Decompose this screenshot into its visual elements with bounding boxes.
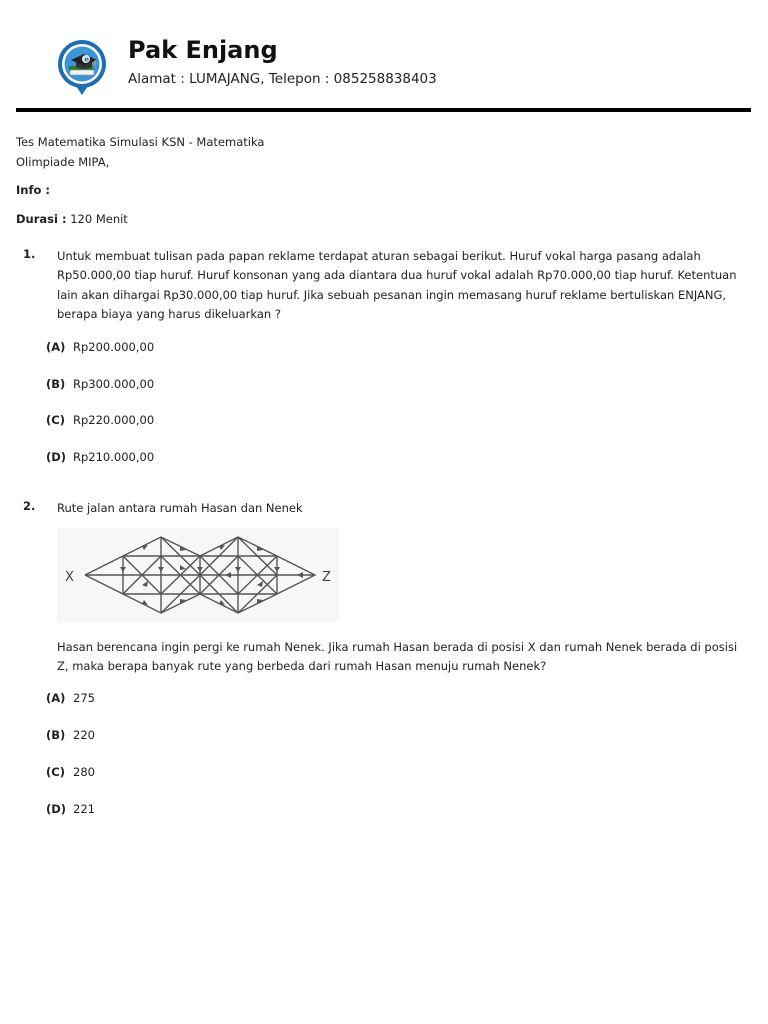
question-number: 2. [23, 499, 36, 513]
durasi-line [16, 209, 128, 229]
option-text: Rp210.000,00 [73, 450, 155, 464]
route-diagram-svg [57, 528, 339, 622]
site-name: Pak Enjang [128, 36, 278, 64]
option-2c[interactable] [46, 765, 95, 779]
option-text: 220 [73, 728, 95, 742]
question-2 [16, 499, 746, 518]
option-text: Rp300.000,00 [73, 377, 155, 391]
option-letter: (B) [46, 377, 66, 391]
route-diagram [57, 528, 339, 622]
test-subtitle: Olimpiade MIPA, [16, 155, 110, 169]
site-contact: Alamat : LUMAJANG, Telepon : 085258838403 [128, 71, 437, 87]
option-text: Rp200.000,00 [73, 340, 155, 354]
question-text: Untuk membuat tulisan pada papan reklame terdapat aturan sebagai berikut. Huruf vokal harga pasang adalah Rp50.000,00 tiap huruf. Huruf konsonan yang ada diantara dua huruf vokal adalah Rp70.000,00 tiap huruf. Ketentuan lain akan dihargai Rp30.000,00 tiap huruf. Jika sebuah pesanan ingin memasang huruf reklame bertuliskan ENJANG, berapa biaya yang harus dikeluarkan ? [57, 249, 737, 321]
svg-text:e: e [84, 55, 89, 64]
option-letter: (C) [46, 765, 65, 779]
option-2b[interactable] [46, 728, 95, 742]
option-1a[interactable] [46, 340, 154, 354]
header-divider [16, 108, 751, 112]
option-letter: (A) [46, 691, 66, 705]
option-letter: (A) [46, 340, 66, 354]
label-x: X [65, 570, 74, 585]
question-text-continued: Hasan berencana ingin pergi ke rumah Nenek. Jika rumah Hasan berada di posisi X dan rumah Nenek berada di posisi Z, maka berapa banyak rute yang berbeda dari rumah Hasan menuju rumah Nenek? [57, 640, 738, 674]
option-1c[interactable] [46, 413, 154, 427]
test-title: Tes Matematika Simulasi KSN - Matematika [16, 135, 265, 149]
page-header [0, 0, 768, 112]
option-2a[interactable] [46, 691, 95, 705]
durasi-value: 120 Menit [66, 212, 128, 226]
option-2d[interactable] [46, 802, 95, 816]
option-text: 280 [73, 765, 95, 779]
question-number: 1. [23, 247, 36, 261]
durasi-label: Durasi : [16, 212, 67, 226]
education-logo-icon [56, 38, 108, 96]
option-letter: (C) [46, 413, 65, 427]
info-line [16, 180, 50, 200]
question-text: Rute jalan antara rumah Hasan dan Nenek [57, 501, 303, 515]
option-text: 221 [73, 802, 95, 816]
option-1b[interactable] [46, 377, 154, 391]
option-1d[interactable] [46, 450, 154, 464]
label-z: Z [322, 570, 331, 585]
question-1 [16, 247, 746, 324]
option-letter: (D) [46, 450, 67, 464]
option-text: Rp220.000,00 [73, 413, 155, 427]
question-2-body [16, 638, 746, 677]
option-text: 275 [73, 691, 95, 705]
option-letter: (D) [46, 802, 67, 816]
info-label: Info : [16, 183, 50, 197]
option-letter: (B) [46, 728, 66, 742]
